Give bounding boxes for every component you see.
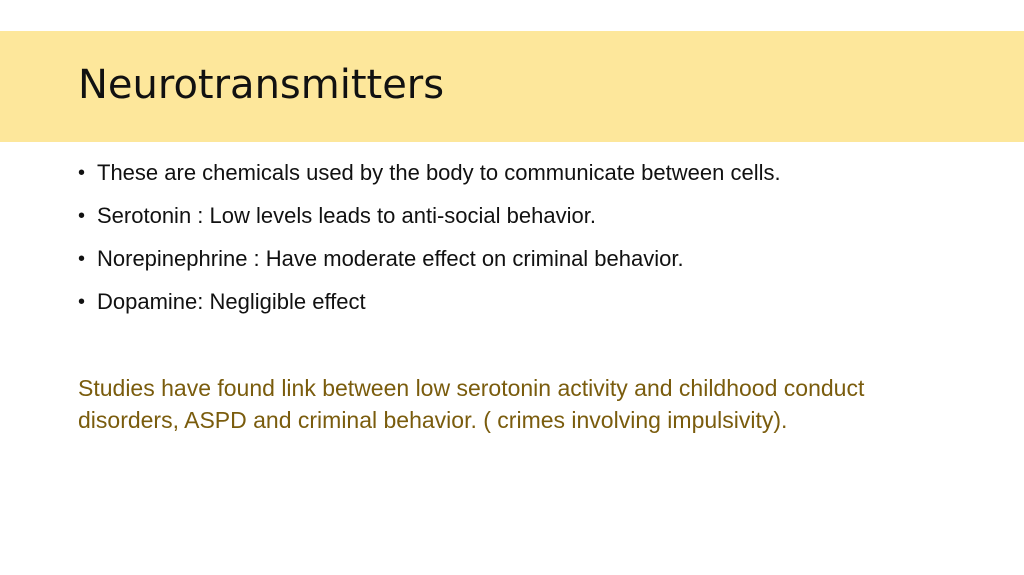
- bullet-list: [78, 157, 978, 329]
- bullet-marker-icon: •: [78, 291, 86, 313]
- bullet-item: [78, 243, 978, 286]
- highlight-note: Studies have found link between low serotonin activity and childhood conduct disorders, ASPD and criminal behavior. ( crimes involving impulsivity).: [78, 375, 865, 433]
- bullet-text: Norepinephrine : Have moderate effect on criminal behavior.: [97, 246, 684, 271]
- bullet-marker-icon: •: [78, 205, 86, 227]
- bullet-text: These are chemicals used by the body to communicate between cells.: [97, 160, 781, 185]
- bullet-marker-icon: •: [78, 248, 86, 270]
- bullet-marker-icon: •: [78, 162, 86, 184]
- bullet-item: [78, 157, 978, 200]
- bullet-item: [78, 200, 978, 243]
- bullet-text: Dopamine: Negligible effect: [97, 289, 366, 314]
- slide-title: Neurotransmitters: [78, 62, 445, 108]
- bullet-text: Serotonin : Low levels leads to anti-social behavior.: [97, 203, 596, 228]
- bullet-item: [78, 286, 978, 329]
